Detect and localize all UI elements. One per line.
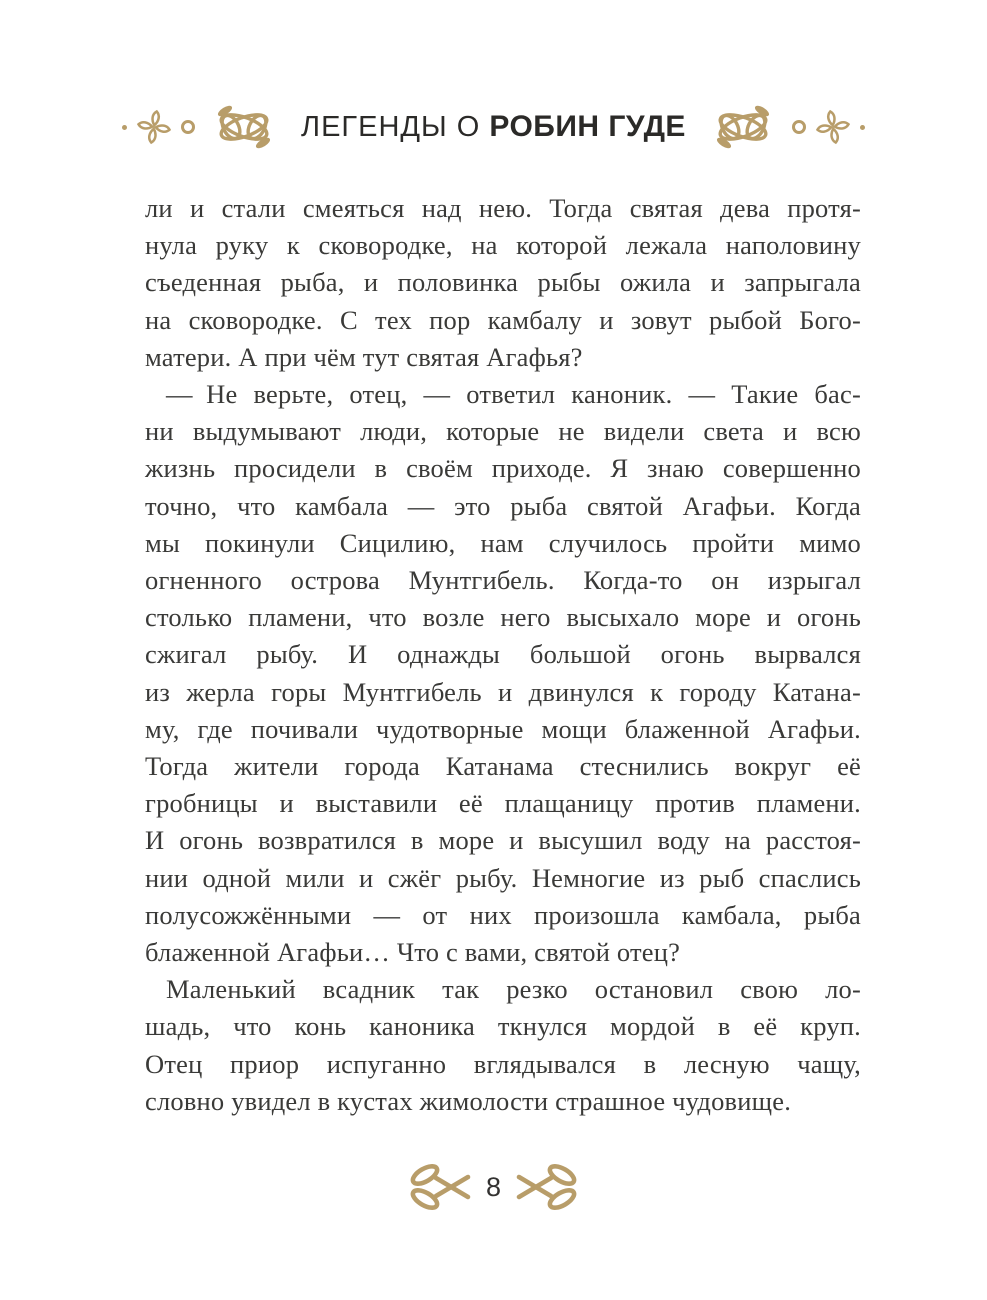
text-line: мы покинули Сицилию, нам случилось пройти мимо (145, 527, 861, 558)
star-knot-icon (136, 109, 172, 145)
text-line: жизнь просидели в своём приходе. Я знаю совершенно (145, 453, 861, 484)
text-block (145, 190, 861, 1120)
text-line: ли и стали смеяться над нею. Тогда святая дева протя- (145, 193, 861, 223)
leaf-flourish-right-icon (513, 1160, 579, 1214)
text-line: Тогда жители города Катанама стеснились вокруг её (145, 751, 861, 782)
title-series: ЛЕГЕНДЫ О (301, 111, 481, 143)
text-line: полусожжёнными — от них произошла камбала, рыба (145, 899, 861, 930)
paragraph (145, 376, 861, 971)
ring-ornament-icon (181, 120, 195, 134)
text-line: на сковородке. С тех пор камбалу и зовут рыбой Бого- (145, 304, 861, 335)
text-line: шадь, что конь каноника ткнулся мордой в её круп. (145, 1011, 861, 1042)
text-line: из жерла горы Мунтгибель и двинулся к городу Катана- (145, 676, 861, 707)
ring-ornament-icon (792, 120, 806, 134)
text-line: гробницы и выставили её плащаницу против пламени. (145, 788, 861, 819)
text-line: съеденная рыба, и половинка рыбы ожила и запрыгала (145, 267, 861, 298)
text-line: столько пламени, что возле него высыхало море и огонь (145, 602, 861, 633)
text-line: огненного острова Мунтгибель. Когда-то он изрыгал (145, 565, 861, 596)
text-line: Маленький всадник так резко остановил свою ло- (166, 974, 861, 1005)
page-footer (0, 1160, 987, 1214)
dot-ornament-icon (122, 125, 127, 130)
page-header (0, 98, 987, 156)
celtic-knot-left-icon (204, 102, 284, 152)
text-line: нула руку к сковородке, на которой лежала наполовину (145, 230, 861, 261)
text-line: ни выдумывают люди, которые не видели света и всю (145, 416, 861, 447)
leaf-flourish-left-icon (408, 1160, 474, 1214)
text-line: блаженной Агафьи… Что с вами, святой отец? (145, 937, 681, 968)
star-knot-icon (815, 109, 851, 145)
title-hero: РОБИН ГУДЕ (489, 110, 686, 143)
dot-ornament-icon (860, 125, 865, 130)
text-line: точно, что камбала — это рыба святой Агафьи. Когда (145, 490, 861, 521)
page-number: 8 (485, 1171, 502, 1202)
page-title (301, 110, 686, 144)
text-line: — Не верьте, отец, — ответил каноник. — Такие бас- (166, 379, 861, 410)
paragraph (145, 190, 861, 376)
text-line: нии одной мили и сжёг рыбу. Немногие из рыб спаслись (145, 862, 861, 893)
text-line: И огонь возвратился в море и высушил воду на расстоя- (145, 825, 861, 856)
celtic-knot-right-icon (703, 102, 783, 152)
text-line: сжигал рыбу. И однажды большой огонь вырвался (145, 639, 861, 670)
text-line: Отец приор испуганно вглядывался в лесную чащу, (145, 1048, 861, 1079)
paragraph (145, 971, 861, 1120)
text-line: му, где почивали чудотворные мощи блаженной Агафьи. (145, 713, 861, 744)
text-line: словно увидел в кустах жимолости страшное чудовище. (145, 1085, 792, 1116)
text-line: матери. А при чём тут святая Агафья? (145, 341, 583, 372)
